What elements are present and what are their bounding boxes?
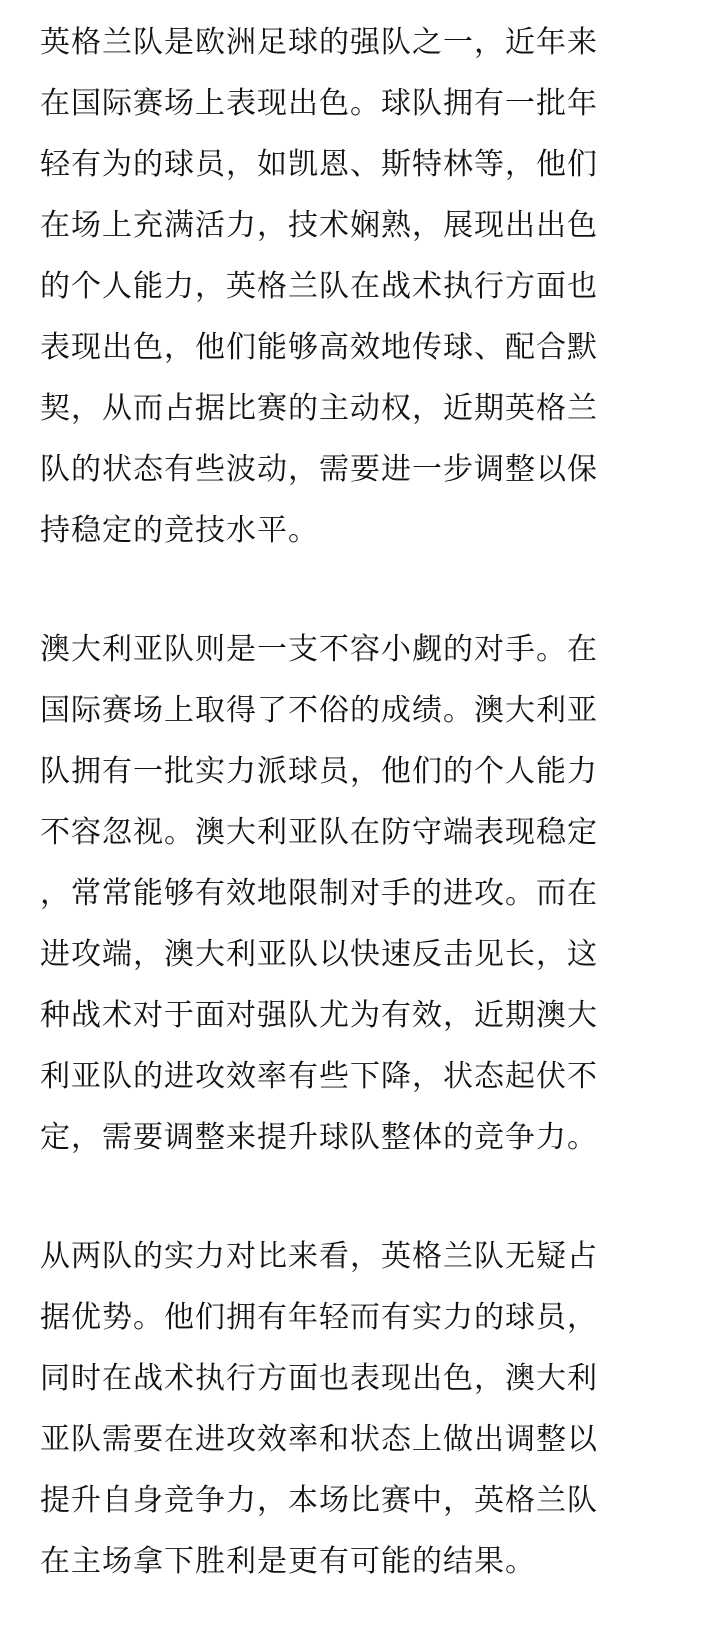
text-line: 的个人能力，英格兰队在战术执行方面也: [40, 269, 598, 304]
text-line: 同时在战术执行方面也表现出色，澳大利: [40, 1361, 598, 1396]
text-line: 进攻端，澳大利亚队以快速反击见长，这: [40, 937, 598, 972]
text-line: 利亚队的进攻效率有些下降，状态起伏不: [40, 1059, 598, 1094]
text-line: ，常常能够有效地限制对手的进攻。而在: [40, 876, 598, 911]
paragraph-england: [40, 12, 684, 561]
text-line: 队的状态有些波动，需要进一步调整以保: [40, 452, 598, 487]
text-line: 表现出色，他们能够高效地传球、配合默: [40, 330, 598, 365]
text-line: 在场上充满活力，技术娴熟，展现出出色: [40, 208, 598, 243]
text-line: 从两队的实力对比来看，英格兰队无疑占: [40, 1239, 598, 1274]
text-line: 轻有为的球员，如凯恩、斯特林等，他们: [40, 147, 598, 182]
text-line: 据优势。他们拥有年轻而有实力的球员，: [40, 1300, 598, 1335]
text-line: 队拥有一批实力派球员，他们的个人能力: [40, 754, 598, 789]
text-line: 在主场拿下胜利是更有可能的结果。: [40, 1544, 536, 1579]
text-line: 提升自身竞争力，本场比赛中，英格兰队: [40, 1483, 598, 1518]
text-line: 澳大利亚队则是一支不容小觑的对手。在: [40, 632, 598, 667]
text-line: 国际赛场上取得了不俗的成绩。澳大利亚: [40, 693, 598, 728]
paragraph-comparison: [40, 1226, 684, 1592]
text-line: 契，从而占据比赛的主动权，近期英格兰: [40, 391, 598, 426]
paragraph-australia: [40, 619, 684, 1168]
text-line: 种战术对于面对强队尤为有效，近期澳大: [40, 998, 598, 1033]
text-line: 持稳定的竞技水平。: [40, 513, 319, 548]
text-line: 英格兰队是欧洲足球的强队之一，近年来: [40, 25, 598, 60]
text-line: 定，需要调整来提升球队整体的竞争力。: [40, 1120, 598, 1155]
text-line: 不容忽视。澳大利亚队在防守端表现稳定: [40, 815, 598, 850]
text-line: 亚队需要在进攻效率和状态上做出调整以: [40, 1422, 598, 1457]
text-line: 在国际赛场上表现出色。球队拥有一批年: [40, 86, 598, 121]
